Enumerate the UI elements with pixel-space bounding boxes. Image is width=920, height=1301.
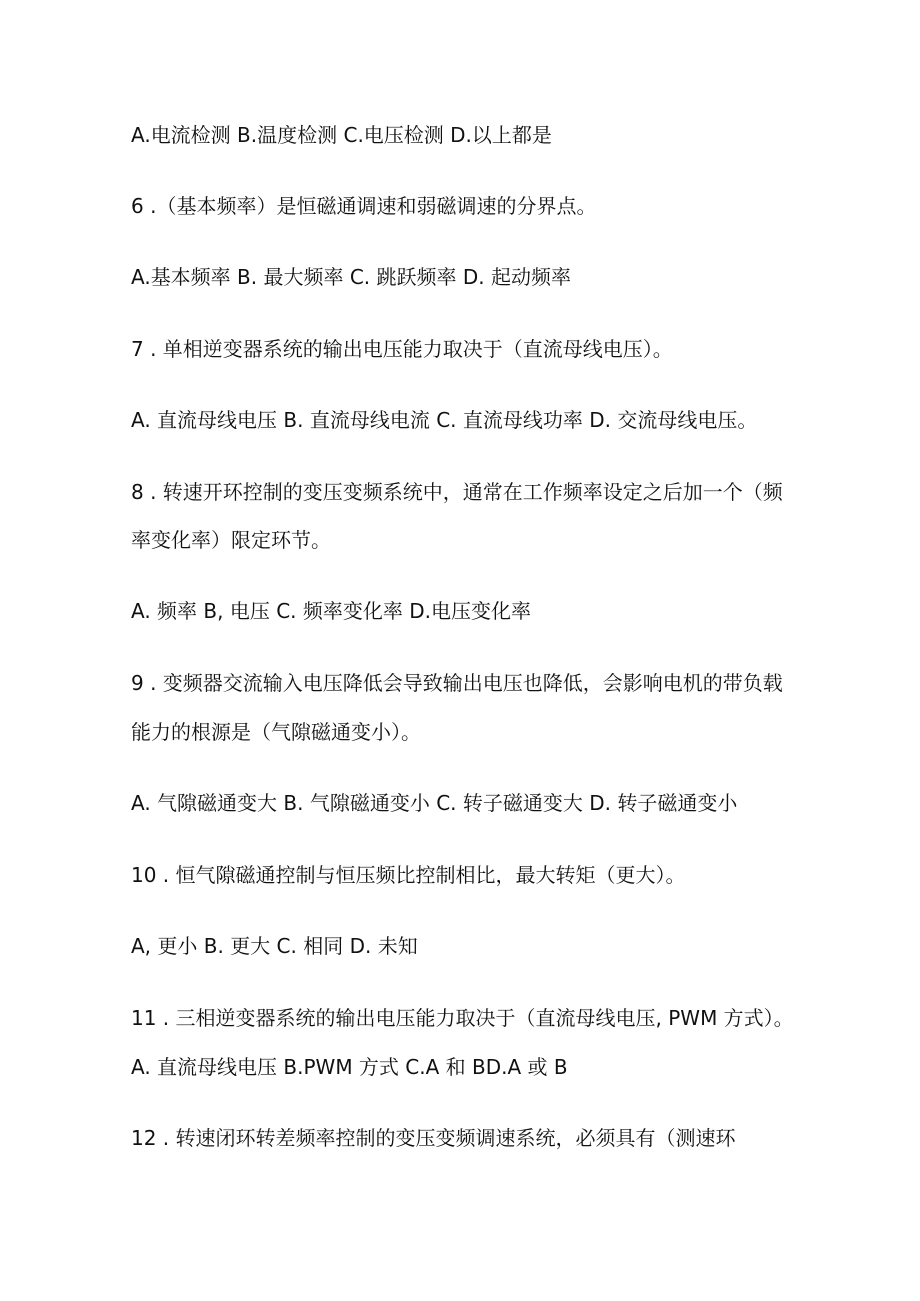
question-11: 11 . 三相逆变器系统的输出电压能力取决于（直流母线电压, PWM 方式）。 <box>131 1006 794 1030</box>
answer-options-5: A.电流检测 B.温度检测 C.电压检测 D.以上都是 <box>131 123 552 147</box>
question-9-line-2: 能力的根源是（气隙磁通变小）。 <box>131 720 421 744</box>
question-9-line-1: 9 . 变频器交流输入电压降低会导致输出电压也降低，会影响电机的带负载 <box>131 671 783 695</box>
question-8-line-1: 8 . 转速开环控制的变压变频系统中，通常在工作频率设定之后加一个（频 <box>131 480 783 504</box>
question-12: 12 . 转速闭环转差频率控制的变压变频调速系统，必须具有（测速环 <box>131 1126 736 1150</box>
question-7: 7 . 单相逆变器系统的输出电压能力取决于（直流母线电压）。 <box>131 337 673 361</box>
answer-options-9: A. 气隙磁通变大 B. 气隙磁通变小 C. 转子磁通变大 D. 转子磁通变小 <box>131 791 738 815</box>
question-6: 6 .（基本频率）是恒磁通调速和弱磁调速的分界点。 <box>131 194 597 218</box>
answer-options-10: A, 更小 B. 更大 C. 相同 D. 未知 <box>131 934 418 958</box>
answer-options-11: A. 直流母线电压 B.PWM 方式 C.A 和 BD.A 或 B <box>131 1055 568 1079</box>
answer-options-8: A. 频率 B, 电压 C. 频率变化率 D.电压变化率 <box>131 599 531 623</box>
question-8-line-2: 率变化率）限定环节。 <box>131 528 331 552</box>
answer-options-7: A. 直流母线电压 B. 直流母线电流 C. 直流母线功率 D. 交流母线电压。 <box>131 408 758 432</box>
question-10: 10 . 恒气隙磁通控制与恒压频比控制相比，最大转矩（更大）。 <box>131 863 686 887</box>
answer-options-6: A.基本频率 B. 最大频率 C. 跳跃频率 D. 起动频率 <box>131 265 571 289</box>
